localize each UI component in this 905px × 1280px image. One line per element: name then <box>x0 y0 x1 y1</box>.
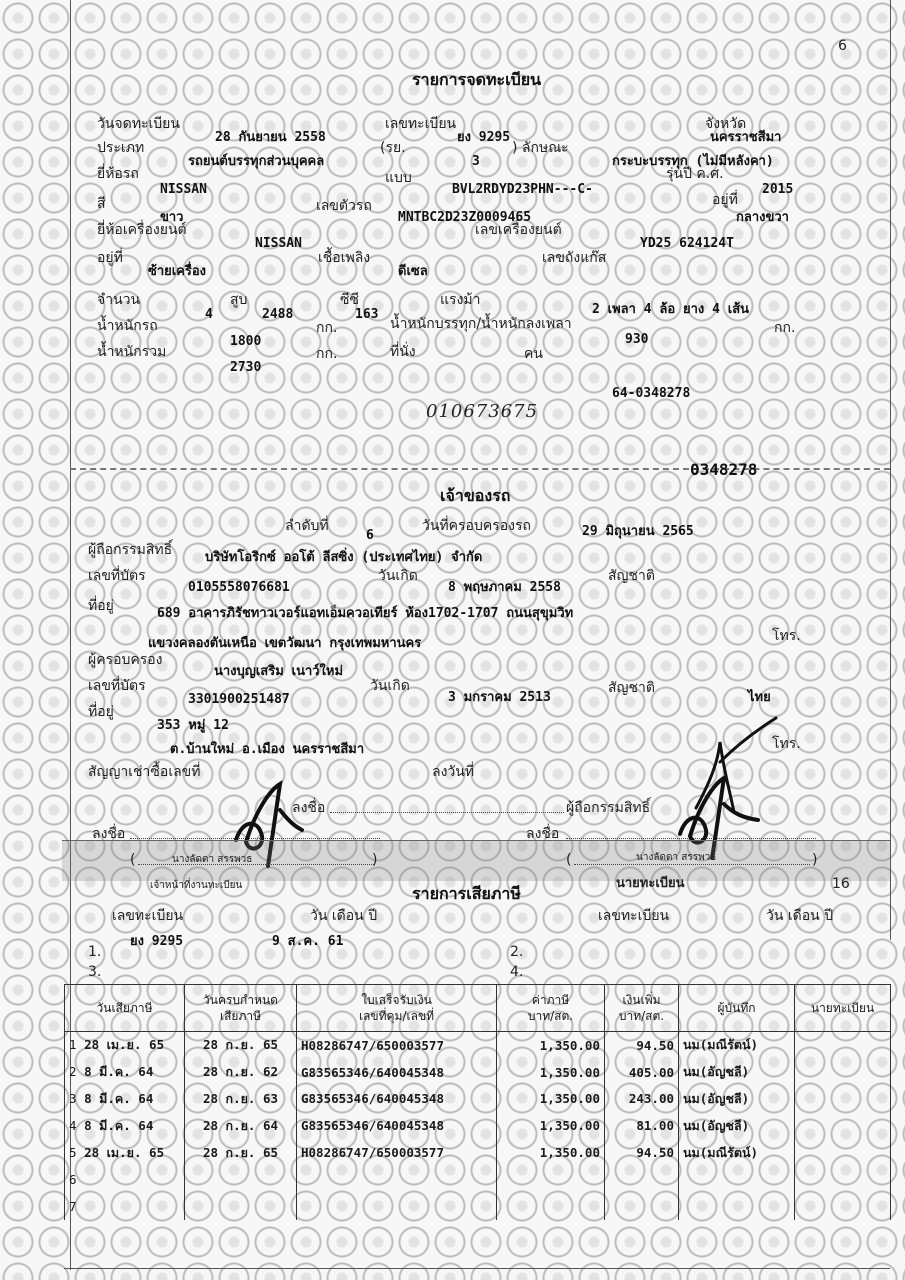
tax-entry-1-reg: ยง 9295 <box>130 934 184 949</box>
registrar <box>795 1032 891 1059</box>
address-line2: แขวงคลองตันเหนือ เขตวัฒนา กรุงเทพมหานคร <box>148 636 422 651</box>
due-date <box>185 1193 297 1220</box>
label-tel2: โทร. <box>772 736 801 752</box>
tax-entry-3-number: 3. <box>88 964 102 980</box>
seq-value: 6 <box>366 528 374 543</box>
col-extra: เงินเพิ่ม บาท/สต. <box>605 985 679 1032</box>
row-number: 7 <box>69 1198 77 1214</box>
receipt: G83565346/640045348 <box>297 1112 497 1139</box>
label-model: แบบ <box>385 170 412 186</box>
label-model-year: รุ่นปี ค.ศ. <box>666 166 724 182</box>
bottom-border <box>64 1268 890 1269</box>
table-row <box>65 1086 891 1113</box>
tax-entry-2-number: 2. <box>510 944 524 960</box>
label-tax-reg-right: เลขทะเบียน <box>598 908 670 924</box>
label-cylinders: สูบ <box>230 292 248 308</box>
left-officer-title: เจ้าหน้าที่งานทะเบียน <box>150 880 243 891</box>
label-kg2: กก. <box>774 320 796 336</box>
label-tax-date-right: วัน เดือน ปี <box>766 908 834 924</box>
reg-no-value: ยง 9295 <box>457 130 511 145</box>
label-gas-tank: เลขถังแก๊ส <box>542 250 607 266</box>
label-tax-date-left: วัน เดือน ปี <box>310 908 378 924</box>
recorder: นม(อัญชลี) <box>679 1059 795 1086</box>
label-address: ที่อยู่ <box>88 598 114 614</box>
label-possess-date: วันที่ครอบครองรถ <box>422 518 531 534</box>
tax-table <box>64 984 891 1220</box>
due-date: 28 ก.ย. 64 <box>185 1112 297 1139</box>
row-number: 2 <box>69 1064 77 1080</box>
sign-owner-line <box>330 812 564 813</box>
table-row <box>65 1059 891 1086</box>
owner-value: บริษัทโอริกซ์ ออโต้ ลีสซิ่ง (ประเทศไทย) จำกัด <box>205 550 483 565</box>
recorder: นม(มณีรัตน์) <box>679 1139 795 1166</box>
tax-page-mark: 16 <box>832 876 850 892</box>
table-row <box>65 1166 891 1193</box>
col-paid-date: วันเสียภาษี <box>65 985 185 1032</box>
paid-date: 28 เม.ย. 65 <box>84 1144 165 1160</box>
tax-amount: 1,350.00 <box>497 1139 605 1166</box>
tax-amount <box>497 1193 605 1220</box>
nationality2-value: ไทย <box>748 690 771 705</box>
label-sign-owner: ลงชื่อ <box>292 800 326 816</box>
table-row <box>65 1139 891 1166</box>
receipt: H08286747/650003577 <box>297 1032 497 1059</box>
label-brand: ยี่ห้อรถ <box>97 166 139 182</box>
label-located-at2: อยู่ที่ <box>97 250 123 266</box>
located-at2-value: ซ้ายเครื่อง <box>148 264 207 279</box>
label-gross: น้ำหนักรวม <box>97 344 167 360</box>
registration-title: รายการจดทะเบียน <box>412 70 542 89</box>
paid-cell <box>65 1032 185 1059</box>
label-reg-date: วันจดทะเบียน <box>97 116 180 132</box>
paid-date: 8 มี.ค. 64 <box>84 1117 154 1133</box>
tax-table-header <box>65 985 891 1032</box>
label-reg-no: เลขทะเบียน <box>385 116 457 132</box>
handwritten-number: 010673675 <box>426 401 539 422</box>
weight-value: 1800 <box>230 334 262 349</box>
paid-date: 8 มี.ค. 64 <box>84 1090 154 1106</box>
address2-line2: ต.บ้านใหม่ อ.เมือง นครราชสีมา <box>170 742 365 757</box>
left-officer-line <box>138 864 374 865</box>
label-lease-date: ลงวันที่ <box>432 764 475 780</box>
paid-date: 28 เม.ย. 65 <box>84 1037 165 1053</box>
extra-amount <box>605 1166 679 1193</box>
label-birth: วันเกิด <box>378 568 418 584</box>
table-row <box>65 1032 891 1059</box>
label-appearance: ) ลักษณะ <box>512 140 569 156</box>
count-value: 4 <box>205 307 213 322</box>
extra-amount: 405.00 <box>605 1059 679 1086</box>
birth2-value: 3 มกราคม 2513 <box>448 690 551 705</box>
col-registrar: นายทะเบียน <box>795 985 891 1032</box>
paid-date: 8 มี.ค. 64 <box>84 1064 154 1080</box>
right-officer-name: นางลัดดา สรรพวธ <box>636 852 717 863</box>
engine-no-value: YD25 624124T <box>640 236 734 251</box>
receipt: G83565346/640045348 <box>297 1086 497 1113</box>
label-lease: สัญญาเช่าซื้อเลขที่ <box>88 764 201 780</box>
label-count: จำนวน <box>97 292 141 308</box>
label-hp: แรงม้า <box>440 292 481 308</box>
paid-cell <box>65 1193 185 1220</box>
registrar <box>795 1193 891 1220</box>
brand-value: NISSAN <box>160 182 207 197</box>
receipt <box>297 1193 497 1220</box>
label-cc: ซีซี <box>340 292 360 308</box>
due-date: 28 ก.ย. 65 <box>185 1032 297 1059</box>
registrar <box>795 1139 891 1166</box>
label-possessor: ผู้ครอบครอง <box>88 652 163 668</box>
registrar <box>795 1112 891 1139</box>
id-card-value: 0105558076681 <box>188 580 290 595</box>
label-seq: ลำดับที่ <box>285 518 329 534</box>
label-chassis: เลขตัวรถ <box>316 198 372 214</box>
label-seats: ที่นั่ง <box>390 344 416 360</box>
tax-amount: 1,350.00 <box>497 1086 605 1113</box>
paid-cell <box>65 1059 185 1086</box>
paid-cell <box>65 1112 185 1139</box>
engine-brand-value: NISSAN <box>255 236 302 251</box>
table-row <box>65 1193 891 1220</box>
recorder <box>679 1193 795 1220</box>
paid-cell <box>65 1139 185 1166</box>
left-paren-close: ) <box>372 852 378 868</box>
label-owner: ผู้ถือกรรมสิทธิ์ <box>88 542 173 558</box>
tax-title: รายการเสียภาษี <box>412 884 521 903</box>
extra-amount: 94.50 <box>605 1139 679 1166</box>
right-border <box>890 0 891 940</box>
label-nationality: สัญชาติ <box>608 568 655 584</box>
due-date: 28 ก.ย. 62 <box>185 1059 297 1086</box>
appearance-value: กระบะบรรทุก (ไม่มีหลังคา) <box>612 154 774 169</box>
model-value: BVL2RDYD23PHN---C- <box>452 182 593 197</box>
tax-amount: 1,350.00 <box>497 1032 605 1059</box>
col-receipt: ใบเสร็จรับเงิน เลขที่คุม/เลขที่ <box>297 985 497 1032</box>
label-color: สี <box>97 196 106 212</box>
reg-date-value: 28 กันยายน 2558 <box>215 130 326 145</box>
label-address2: ที่อยู่ <box>88 704 114 720</box>
birth-value: 8 พฤษภาคม 2558 <box>448 580 561 595</box>
tax-amount <box>497 1166 605 1193</box>
label-persons: คน <box>524 346 543 362</box>
due-date: 28 ก.ย. 63 <box>185 1086 297 1113</box>
right-paren-open: ( <box>566 852 572 868</box>
label-tel: โทร. <box>772 628 801 644</box>
tear-line <box>70 468 890 474</box>
fuel-value: ดีเซล <box>398 264 428 279</box>
located-at-value: กลางขวา <box>736 210 789 225</box>
recorder: นม(มณีรัตน์) <box>679 1032 795 1059</box>
label-owner-sign: ผู้ถือกรรมสิทธิ์ <box>566 800 651 816</box>
extra-amount: 81.00 <box>605 1112 679 1139</box>
recorder <box>679 1166 795 1193</box>
receipt: G83565346/640045348 <box>297 1059 497 1086</box>
extra-amount <box>605 1193 679 1220</box>
label-tax-reg-left: เลขทะเบียน <box>112 908 184 924</box>
recorder: นม(อัญชลี) <box>679 1086 795 1113</box>
doc-number: 64-0348278 <box>612 386 691 401</box>
due-date: 28 ก.ย. 65 <box>185 1139 297 1166</box>
label-sign-right: ลงชื่อ <box>526 826 560 842</box>
table-row <box>65 1112 891 1139</box>
right-officer-line <box>574 864 810 865</box>
right-paren-close: ) <box>812 852 818 868</box>
chassis-value: MNTBC2D23Z0009465 <box>398 210 532 225</box>
left-paren-open: ( <box>130 852 136 868</box>
page-number: 6 <box>838 38 847 54</box>
ry-value: 3 <box>472 154 480 169</box>
row-number: 4 <box>69 1117 77 1133</box>
label-type: ประเภท <box>97 140 145 156</box>
owner-title: เจ้าของรถ <box>440 486 511 505</box>
label-id-card: เลขที่บัตร <box>88 568 146 584</box>
registrar <box>795 1166 891 1193</box>
cc-value: 2488 <box>262 307 294 322</box>
tax-entry-4-number: 4. <box>510 964 524 980</box>
gross-value: 2730 <box>230 360 262 375</box>
right-officer-title: นายทะเบียน <box>616 876 685 891</box>
due-date <box>185 1166 297 1193</box>
col-tax: ค่าภาษี บาท/สต. <box>497 985 605 1032</box>
label-birth2: วันเกิด <box>370 678 410 694</box>
type-value: รถยนต์บรรทุกส่วนบุคคล <box>188 154 325 169</box>
load-value: 930 <box>625 332 649 347</box>
axles-value: 2 เพลา 4 ล้อ ยาง 4 เส้น <box>592 302 750 317</box>
row-number: 6 <box>69 1171 77 1187</box>
id-card2-value: 3301900251487 <box>188 692 290 707</box>
label-ry: (รย. <box>380 140 406 156</box>
receipt: H08286747/650003577 <box>297 1139 497 1166</box>
possessor-value: นางบุญเสริม เนาว์ใหม่ <box>214 664 344 679</box>
col-due-date: วันครบกำหนด เสียภาษี <box>185 985 297 1032</box>
label-kg3: กก. <box>316 346 338 362</box>
signature-possessor <box>690 712 780 822</box>
address-line1: 689 อาคารภิรัชทาวเวอร์แอทเอ็มควอเทียร์ ห้อง1702-1707 ถนนสุขุมวิท <box>157 606 574 621</box>
label-province: จังหวัด <box>705 116 747 132</box>
label-engine-brand: ยี่ห้อเครื่องยนต์ <box>97 222 187 238</box>
possess-date-value: 29 มิถุนายน 2565 <box>582 524 694 539</box>
tear-number: 0348278 <box>690 460 758 479</box>
registrar <box>795 1086 891 1113</box>
label-id-card2: เลขที่บัตร <box>88 678 146 694</box>
paid-cell <box>65 1166 185 1193</box>
hp-value: 163 <box>355 307 379 322</box>
recorder: นม(อัญชลี) <box>679 1112 795 1139</box>
label-kg1: กก. <box>316 320 338 336</box>
col-recorder: ผู้บันทึก <box>679 985 795 1032</box>
color-value: ขาว <box>160 210 184 225</box>
tax-entry-1-number: 1. <box>88 944 102 960</box>
label-sign-left: ลงชื่อ <box>92 826 126 842</box>
extra-amount: 243.00 <box>605 1086 679 1113</box>
model-year-value: 2015 <box>762 182 794 197</box>
tax-amount: 1,350.00 <box>497 1059 605 1086</box>
label-fuel: เชื้อเพลิง <box>318 250 371 266</box>
tax-amount: 1,350.00 <box>497 1112 605 1139</box>
address2-line1: 353 หมู่ 12 <box>157 718 229 733</box>
row-number: 3 <box>69 1090 77 1106</box>
row-number: 1 <box>69 1037 77 1053</box>
row-number: 5 <box>69 1144 77 1160</box>
label-located-at: อยู่ที่ <box>712 192 738 208</box>
left-officer-name: นางลัดดา สรรพวธ <box>172 854 253 865</box>
label-engine-no: เลขเครื่องยนต์ <box>475 222 562 238</box>
registrar <box>795 1059 891 1086</box>
province-value: นครราชสีมา <box>710 130 782 145</box>
label-nationality2: สัญชาติ <box>608 680 655 696</box>
label-load: น้ำหนักบรรทุก/น้ำหนักลงเพลา <box>390 316 572 332</box>
receipt <box>297 1166 497 1193</box>
tax-entry-1-date: 9 ส.ค. 61 <box>272 934 344 949</box>
label-weight: น้ำหนักรถ <box>97 318 158 334</box>
paid-cell <box>65 1086 185 1113</box>
extra-amount: 94.50 <box>605 1032 679 1059</box>
